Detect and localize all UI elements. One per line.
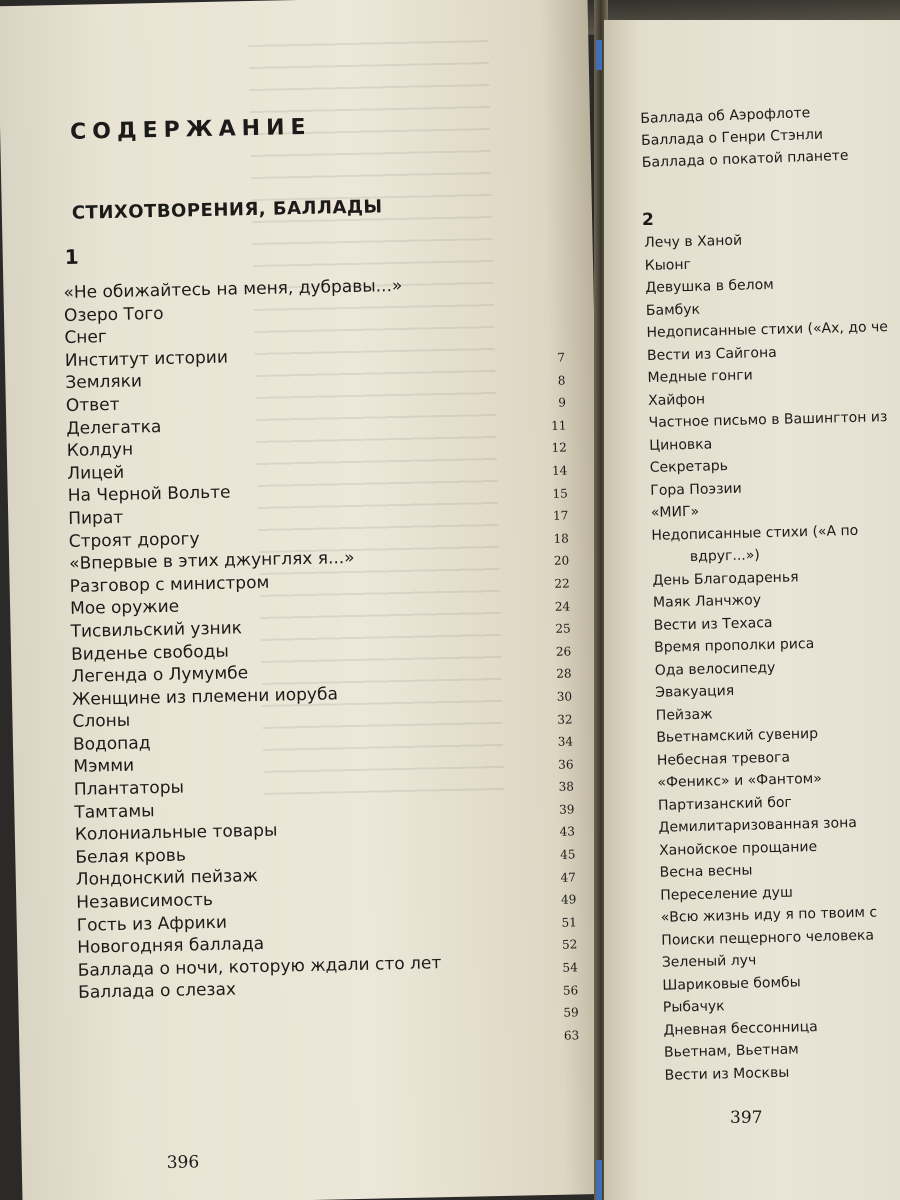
contents-entry-title: Строят дорогу bbox=[68, 528, 200, 552]
contents-entry-page: 7 bbox=[557, 350, 566, 365]
contents-entry-title: Шариковые бомбы bbox=[662, 973, 801, 994]
contents-entry-title: Кыонг bbox=[644, 256, 692, 274]
page-folio: 396 bbox=[166, 1152, 200, 1174]
contents-entry-title: Делегатка bbox=[66, 416, 162, 439]
contents-entry-title: Весна весны bbox=[659, 862, 753, 881]
contents-entry-title: Партизанский бог bbox=[657, 794, 792, 814]
contents-entry-page: 20 bbox=[553, 553, 570, 569]
contents-entry-title: День Благодаренья bbox=[652, 568, 799, 589]
contents-entry-title: Баллада о ночи, которую ждали сто лет bbox=[77, 953, 442, 981]
contents-entry-page: 8 bbox=[557, 373, 566, 388]
left-title-list bbox=[63, 274, 442, 1004]
contents-entry-title: «Не обижайтесь на меня, дубравы...» bbox=[63, 275, 403, 303]
contents-entry-page: 15 bbox=[552, 486, 568, 501]
spine-edge bbox=[596, 40, 602, 70]
contents-entry-title: Вьетнам, Вьетнам bbox=[663, 1041, 799, 1061]
contents-entry-title: Циновка bbox=[649, 435, 713, 454]
contents-entry-page: 34 bbox=[557, 734, 574, 749]
contents-entry-title: Эвакуация bbox=[655, 682, 735, 701]
contents-entry-title: Тисвильский узник bbox=[70, 618, 243, 642]
contents-entry-title: Слоны bbox=[72, 710, 131, 733]
contents-entry-title: Лечу в Ханой bbox=[644, 232, 743, 251]
contents-entry-title: «Впервые в этих джунглях я...» bbox=[68, 548, 355, 575]
contents-entry-page: 24 bbox=[554, 598, 571, 614]
contents-entry-page: 51 bbox=[561, 915, 577, 930]
contents-entry-title: Баллада о покатой планете bbox=[641, 147, 849, 171]
contents-entry-title: Баллада о Генри Стэнли bbox=[640, 126, 824, 149]
contents-entry-title: Маяк Ланчжоу bbox=[652, 592, 762, 611]
contents-entry-title: Плантаторы bbox=[73, 777, 185, 800]
contents-entry-title: Переселение душ bbox=[660, 884, 793, 904]
contents-entry-title: Колониальные товары bbox=[74, 820, 278, 846]
contents-entry-title: Баллада о слезах bbox=[77, 979, 237, 1004]
contents-entry-title: Ода велосипеду bbox=[654, 659, 776, 679]
contents-entry-title: Вести из Сайгона bbox=[646, 344, 777, 364]
contents-entry-page: 9 bbox=[558, 395, 567, 410]
contents-entry-page: 17 bbox=[552, 508, 569, 523]
contents-entry-page: 59 bbox=[563, 1005, 579, 1020]
contents-entry-page: 43 bbox=[559, 824, 576, 840]
contents-entry-title: Новогодняя баллада bbox=[77, 934, 265, 959]
contents-entry-title: «МИГ» bbox=[650, 503, 700, 521]
contents-entry-title: вдруг...») bbox=[689, 547, 760, 565]
contents-entry-title: Независимость bbox=[76, 890, 214, 913]
contents-entry-title: Пират bbox=[68, 507, 124, 529]
contents-entry-title: Женщине из племени иоруба bbox=[71, 684, 339, 710]
contents-entry-title: Лондонский пейзаж bbox=[75, 866, 259, 891]
contents-entry-title: Недописанные стихи («А по bbox=[651, 522, 859, 544]
contents-entry-title: Хайфон bbox=[647, 391, 706, 409]
contents-entry-page: 45 bbox=[559, 847, 576, 862]
contents-entry-title: Гость из Африки bbox=[76, 912, 228, 936]
contents-entry-page: 11 bbox=[550, 418, 567, 433]
contents-entry-title: Демилитаризованная зона bbox=[658, 814, 858, 836]
contents-entry-page: 39 bbox=[559, 802, 575, 817]
contents-entry-page: 36 bbox=[558, 757, 574, 772]
right-intro-list bbox=[640, 101, 849, 174]
contents-entry-title: Гора Поэзии bbox=[650, 480, 742, 499]
contents-entry-title: Медные гонги bbox=[647, 367, 753, 386]
contents-entry-title: Виденье свободы bbox=[70, 641, 230, 665]
contents-entry-page: 14 bbox=[551, 463, 568, 478]
contents-entry-title: Водопад bbox=[72, 733, 151, 755]
right-title-list bbox=[644, 226, 900, 1087]
contents-entry-title: Баллада об Аэрофлоте bbox=[640, 105, 811, 127]
contents-entry-title: На Черной Вольте bbox=[67, 482, 231, 507]
contents-entry-page: 25 bbox=[555, 621, 571, 636]
contents-entry-page: 30 bbox=[556, 689, 573, 704]
contents-entry-title: Недописанные стихи («Ах, до че bbox=[646, 319, 889, 341]
contents-entry-title: Озеро Того bbox=[63, 303, 164, 326]
contents-entry-page: 52 bbox=[561, 937, 578, 953]
contents-entry-title: Частное письмо в Вашингтон из bbox=[648, 409, 888, 431]
contents-entry-title: Поиски пещерного человека bbox=[661, 927, 875, 949]
contents-entry-page: 54 bbox=[562, 960, 578, 975]
section-title: СТИХОТВОРЕНИЯ, БАЛЛАДЫ bbox=[71, 196, 383, 224]
contents-entry-page: 56 bbox=[562, 982, 579, 998]
part-number: 1 bbox=[64, 244, 79, 269]
part-number: 2 bbox=[642, 210, 654, 230]
contents-entry-title: Девушка в белом bbox=[645, 276, 774, 296]
contents-entry-title: Ханойское прощание bbox=[658, 838, 818, 859]
contents-entry-title: Ответ bbox=[65, 394, 120, 416]
contents-entry-page: 22 bbox=[554, 576, 570, 591]
contents-heading: СОДЕРЖАНИЕ bbox=[69, 114, 312, 145]
contents-entry-page: 28 bbox=[556, 666, 572, 682]
contents-entry-page: 49 bbox=[560, 892, 577, 907]
page-folio: 397 bbox=[730, 1108, 763, 1128]
contents-entry-title: «Феникс» и «Фантом» bbox=[657, 770, 823, 791]
contents-entry-title: «Всю жизнь иду я по твоим с bbox=[660, 904, 878, 926]
contents-entry-title: Бамбук bbox=[645, 301, 701, 319]
spine-edge bbox=[596, 1160, 602, 1200]
contents-entry-title: Секретарь bbox=[649, 458, 729, 476]
contents-entry-title: Тамтамы bbox=[74, 800, 155, 823]
contents-entry-page: 18 bbox=[553, 531, 569, 546]
contents-entry-title: Зеленый луч bbox=[661, 952, 757, 971]
contents-entry-page: 63 bbox=[563, 1028, 580, 1043]
contents-entry-page: 26 bbox=[555, 644, 572, 659]
contents-entry-title: Институт истории bbox=[64, 347, 229, 371]
contents-entry-page: 38 bbox=[558, 779, 575, 795]
contents-entry-title: Мое оружие bbox=[69, 596, 180, 620]
contents-entry-page: 12 bbox=[551, 440, 568, 456]
contents-entry-title: Вести из Москвы bbox=[664, 1064, 790, 1084]
right-page bbox=[604, 20, 900, 1200]
contents-entry-title: Дневная бессонница bbox=[663, 1018, 818, 1039]
left-page-number-list bbox=[515, 347, 580, 1048]
contents-entry-title: Небесная тревога bbox=[656, 749, 791, 769]
contents-entry-title: Рыбачук bbox=[662, 998, 725, 1016]
contents-entry-title: Снег bbox=[64, 327, 108, 349]
contents-entry-title: Разговор с министром bbox=[69, 572, 270, 597]
contents-entry-title: Вьетнамский сувенир bbox=[656, 725, 819, 746]
contents-entry-title: Белая кровь bbox=[75, 845, 187, 868]
contents-entry-title: Мэмми bbox=[73, 756, 135, 778]
contents-entry-page: 32 bbox=[557, 711, 573, 727]
contents-entry-title: Время прополки риса bbox=[653, 635, 815, 656]
contents-entry-title: Колдун bbox=[66, 439, 134, 462]
contents-entry-title: Земляки bbox=[65, 371, 143, 394]
contents-entry-title: Вести из Техаса bbox=[653, 614, 773, 634]
contents-entry-title: Легенда о Лумумбе bbox=[71, 663, 249, 687]
contents-entry-page: 47 bbox=[560, 870, 577, 885]
contents-entry-title: Лицей bbox=[67, 462, 125, 484]
contents-entry-title: Пейзаж bbox=[655, 705, 713, 724]
